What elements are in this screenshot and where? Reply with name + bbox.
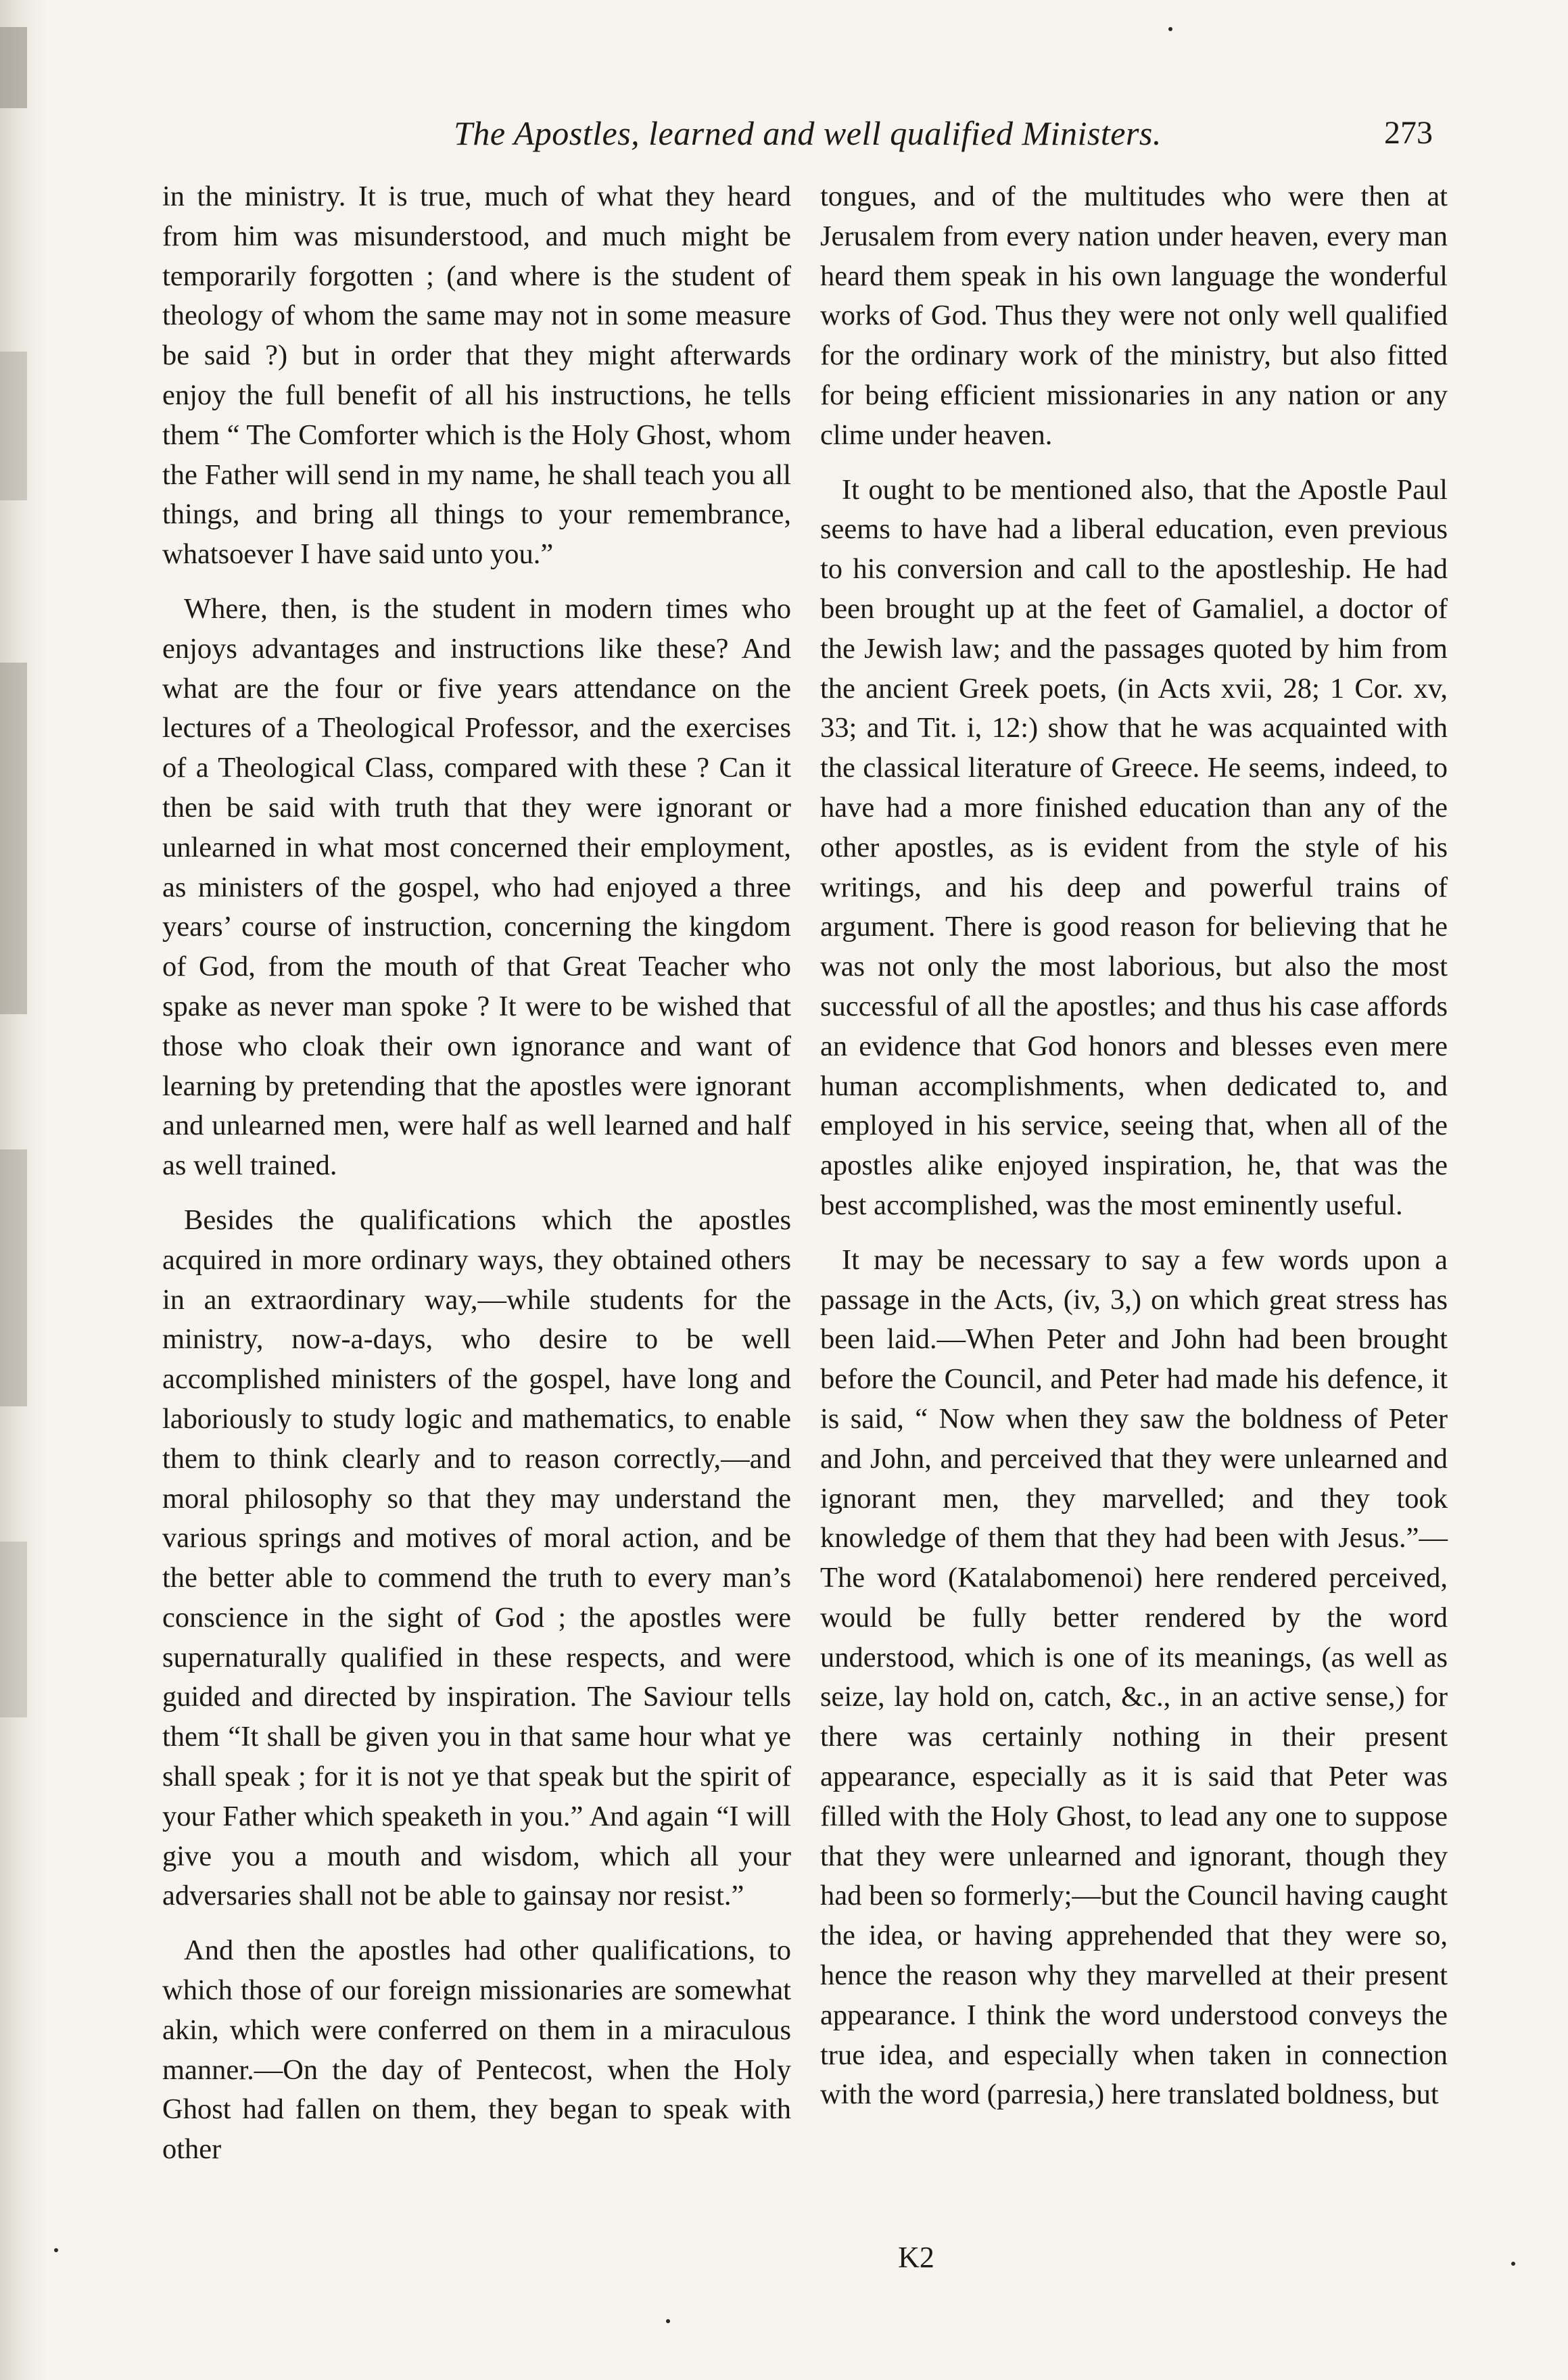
printer-signature-mark: K2 — [898, 2241, 934, 2274]
right-column — [820, 177, 1448, 2130]
binding-stain — [0, 352, 27, 500]
ink-speck — [1168, 27, 1172, 31]
paragraph: It may be necessary to say a few words upon a passage in the Acts, (iv, 3,) on which great stress has been laid.—When Peter and John had been brought before the Council, and Peter had made his defence, it is said, “ Now when they saw the boldness of Peter and John, and perceived that they were unlearned and ignorant men, they marvelled; and they took knowledge of them that they had been with Jesus.”—The word (Katalabomenoi) here rendered perceived, would be fully better rendered by the word understood, which is one of its meanings, (as well as seize, lay hold on, catch, &c., in an active sense,) for there was certainly nothing in their present appearance, especially as it is said that Peter was filled with the Holy Ghost, to lead any one to suppose that they were unlearned and ignorant, though they had been so formerly;—but the Council having caught the idea, or having apprehended that they were so, hence the reason why they marvelled at their present appearance. I think the word understood conveys the true idea, and especially when taken in connection with the word (parresia,) here translated boldness, but — [820, 1243, 1448, 2111]
paragraph: in the ministry. It is true, much of what they heard from him was misunderstood, and much might be temporarily forgotten ; (and where is the student of theology of whom the same may not in some measure be said ?) but in order that they might afterwards enjoy the full benefit of all his instructions, he tells them “ The Comforter which is the Holy Ghost, whom the Father will send in my name, he shall teach you all things, and bring all things to your remembrance, whatsoever I have said unto you.” — [162, 181, 791, 571]
ink-speck — [666, 2319, 670, 2323]
ink-speck — [1511, 2262, 1515, 2266]
paragraph: Besides the qualifications which the apostles acquired in more ordinary ways, they obtained others in an extraordinary way,—while students for the ministry, now-a-days, who desire to be well accomplished ministers of the gospel, have long and laboriously to study logic and mathematics, to enable them to think clearly and to reason correctly,—and moral philosophy so that they may understand the various springs and motives of moral action, and be the better able to commend the truth to every man’s conscience in the sight of God ; the apostles were supernaturally qualified in these respects, and were guided and directed by inspiration. The Saviour tells them “It shall be given you in that same hour what ye shall speak ; for it is not ye that speak but the spirit of your Father which speaketh in you.” And again “I will give you a mouth and wisdom, which all your adversaries shall not be able to gainsay nor resist.” — [162, 1204, 791, 1912]
ink-speck — [54, 2248, 58, 2252]
binding-stain — [0, 1149, 27, 1406]
page-binding-edge — [0, 0, 47, 2380]
paragraph: tongues, and of the multitudes who were then at Jerusalem from every nation under heaven, every man heard them speak in his own language the wonderful works of God. Thus they were not only well qualified for the ordinary work of the ministry, but also fitted for being efficient missionaries in any nation or any clime under heaven. — [820, 181, 1448, 451]
paragraph: Where, then, is the student in modern times who enjoys advantages and instructions like these? And what are the four or five years attendance on the lectures of a Theological Professor, and the exercises of a Theological Class, compared with these ? Can it then be said with truth that they were ignorant or unlearned in what most concerned their employment, as ministers of the gospel, who had enjoyed a three years’ course of instruction, concerning the kingdom of God, from the mouth of that Great Teacher who spake as never man spoke ? It were to be wished that those who cloak their own ignorance and want of learning by pretending that the apostles were ignorant and unlearned men, were half as well learned and half as well trained. — [162, 592, 791, 1182]
binding-stain — [0, 663, 27, 1014]
binding-stain — [0, 1542, 27, 1717]
left-column — [162, 177, 791, 2185]
running-title: The Apostles, learned and well qualified Ministers. — [454, 114, 1162, 152]
page-number: 273 — [1384, 115, 1433, 151]
page-header — [183, 110, 1433, 157]
paragraph: And then the apostles had other qualifications, to which those of our foreign missionaries are somewhat akin, which were conferred on them in a miraculous manner.—On the day of Pentecost, when the Holy Ghost had fallen on them, they began to speak with other — [162, 1934, 791, 2166]
binding-stain — [0, 27, 27, 108]
paragraph: It ought to be mentioned also, that the Apostle Paul seems to have had a liberal education, even previous to his conversion and call to the apostleship. He had been brought up at the feet of Gamaliel, a doctor of the Jewish law; and the passages quoted by him from the ancient Greek poets, (in Acts xvii, 28; 1 Cor. xv, 33; and Tit. i, 12:) show that he was acquainted with the classical literature of Greece. He seems, indeed, to have had a more finished education than any of the other apostles, as is evident from the style of his writings, and his deep and powerful trains of argument. There is good reason for believing that he was not only the most laborious, but also the most successful of all the apostles; and thus his case affords an evidence that God honors and blesses even mere human accomplishments, when dedicated to, and employed in his service, seeing that, when all of the apostles alike enjoyed inspiration, he, that was the best accomplished, was the most eminently useful. — [820, 473, 1448, 1221]
